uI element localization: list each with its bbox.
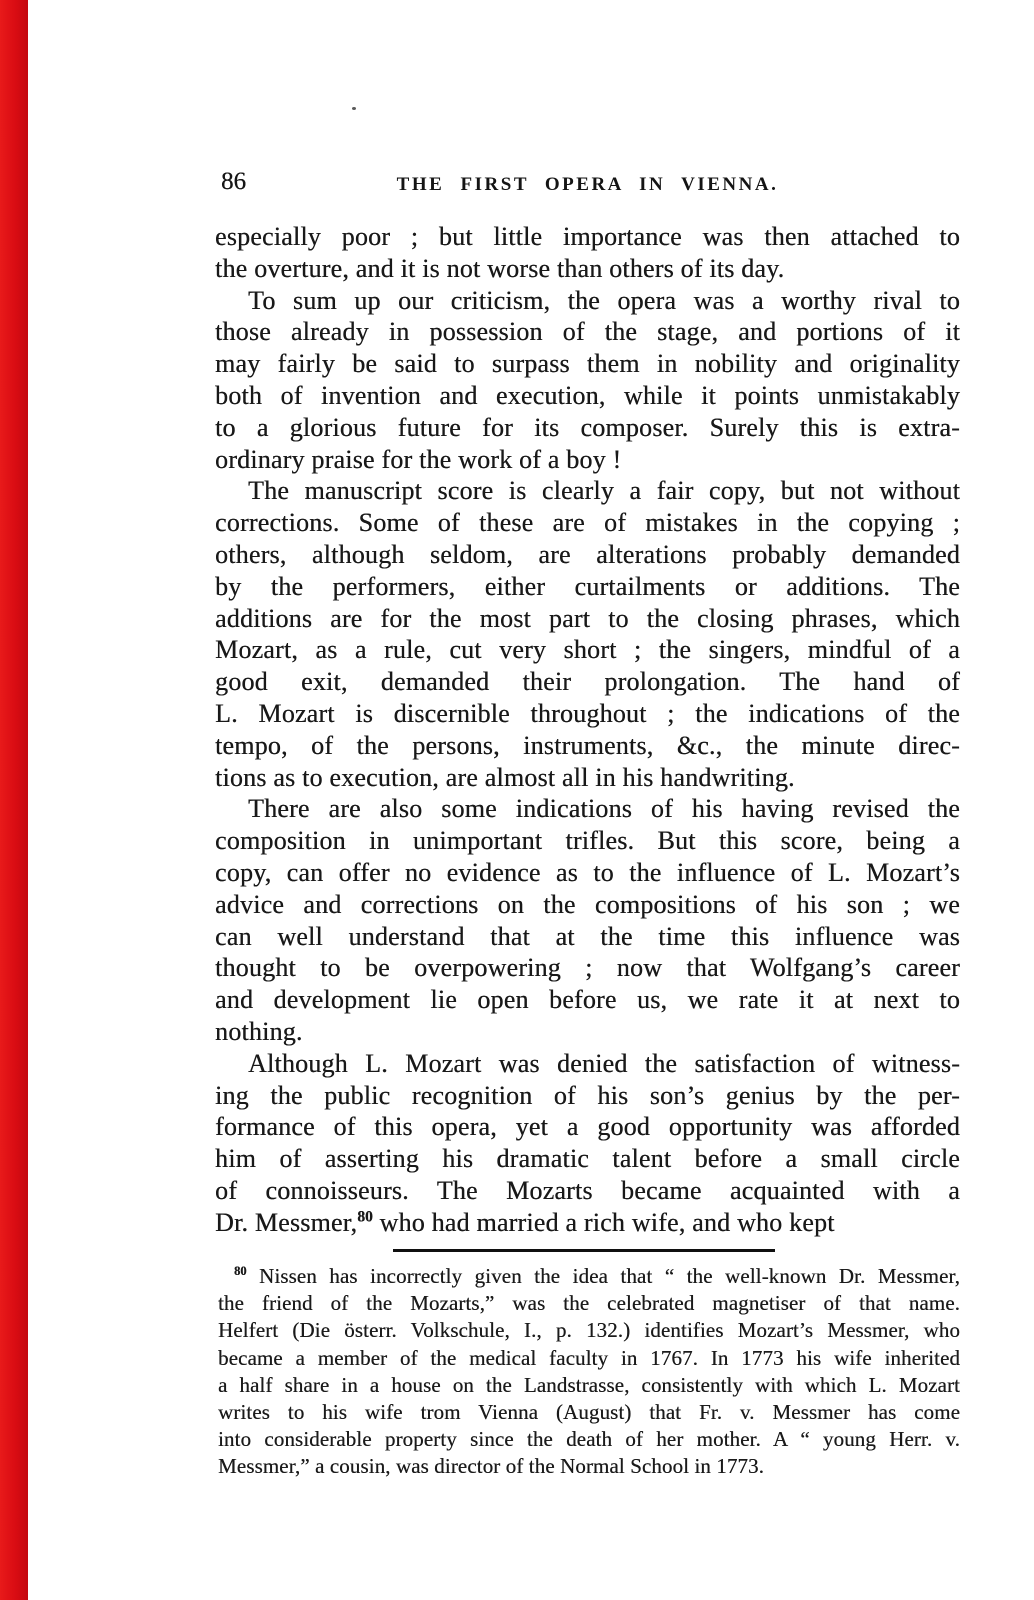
text-line: tempo, of the persons, instruments, &c., the minute direc-: [215, 730, 960, 760]
paragraph: [215, 221, 960, 285]
text-line: the overture, and it is not worse than others of its day.: [215, 253, 785, 283]
footnote-text: [218, 1263, 960, 1481]
footnote-line: became a member of the medical faculty in 1767. In 1773 his wife inherited: [218, 1345, 960, 1370]
text-line: Although L. Mozart was denied the satisfaction of witness-: [248, 1048, 960, 1078]
book-edge-strip: [0, 0, 28, 1600]
footnote-divider: [393, 1249, 775, 1252]
paragraph: [215, 793, 960, 1047]
text-line: ordinary praise for the work of a boy !: [215, 444, 622, 474]
text-line: advice and corrections on the compositions of his son ; we: [215, 889, 960, 919]
scan-speck: [352, 107, 356, 110]
running-header-title: THE FIRST OPERA IN VIENNA.: [396, 174, 779, 195]
text-line: him of asserting his dramatic talent before a small circle: [215, 1144, 960, 1174]
footnote-line: writes to his wife trom Vienna (August) that Fr. v. Messmer has come: [218, 1400, 960, 1425]
text-line: additions are for the most part to the closing phrases, which: [215, 603, 960, 633]
text-line: To sum up our criticism, the opera was a worthy rival to: [248, 285, 960, 315]
footnote-line: a half share in a house on the Landstrasse, consistently with which L. Mozart: [218, 1372, 960, 1397]
text-line: and development lie open before us, we rate it at next to: [215, 985, 960, 1015]
text-line: thought to be overpowering ; now that Wolfgang’s career: [215, 953, 960, 983]
text-line: L. Mozart is discernible throughout ; the indications of the: [215, 698, 960, 728]
body-text: [215, 221, 960, 1239]
page-header: [215, 170, 960, 200]
text-line: Dr. Messmer,$^{80}$ who had married a rich wife, and who kept: [215, 1207, 835, 1237]
text-line: both of invention and execution, while it points unmistakably: [215, 380, 960, 410]
text-line: corrections. Some of these are of mistakes in the copying ;: [215, 508, 960, 538]
text-line: can well understand that at the time this influence was: [215, 921, 960, 951]
paragraph: [215, 285, 960, 476]
text-line: to a glorious future for its composer. Surely this is extra-: [215, 412, 960, 442]
paragraph: [215, 1048, 960, 1239]
footnote-marker: 80: [234, 1264, 247, 1278]
text-line: by the performers, either curtailments or additions. The: [215, 571, 960, 601]
text-line: copy, can offer no evidence as to the influence of L. Mozart’s: [215, 857, 960, 887]
footnote-marker: 80: [357, 1208, 373, 1226]
text-line: those already in possession of the stage, and portions of it: [215, 317, 960, 347]
text-line: nothing.: [215, 1016, 303, 1046]
text-line: formance of this opera, yet a good opportunity was afforded: [215, 1112, 960, 1142]
text-line: The manuscript score is clearly a fair copy, but not without: [248, 476, 960, 506]
text-line: Mozart, as a rule, cut very short ; the singers, mindful of a: [215, 635, 960, 665]
footnote-line: Helfert (Die österr. Volkschule, I., p. 132.) identifies Mozart’s Messmer, who: [218, 1318, 960, 1343]
text-line: good exit, demanded their prolongation. The hand of: [215, 667, 960, 697]
text-line: tions as to execution, are almost all in his handwriting.: [215, 762, 795, 792]
text-line: composition in unimportant trifles. But this score, being a: [215, 826, 960, 856]
text-line: especially poor ; but little importance was then attached to: [215, 222, 960, 251]
page-number: 86: [221, 168, 246, 195]
footnote-line: the friend of the Mozarts,” was the celebrated magnetiser of that name.: [218, 1291, 960, 1316]
text-line: of connoisseurs. The Mozarts became acquainted with a: [215, 1175, 960, 1205]
text-line: may fairly be said to surpass them in nobility and originality: [215, 349, 960, 379]
footnote-line: into considerable property since the death of her mother. A “ young Herr. v.: [218, 1427, 960, 1452]
footnote-line: $^{80}$ Nissen has incorrectly given the idea that “ the well-known Dr. Messmer,: [234, 1264, 960, 1288]
text-line: others, although seldom, are alterations probably demanded: [215, 539, 960, 569]
footnote-line: Messmer,” a cousin, was director of the Normal School in 1773.: [218, 1454, 764, 1479]
text-line: There are also some indications of his having revised the: [248, 794, 960, 824]
paragraph: [215, 475, 960, 793]
text-line: ing the public recognition of his son’s genius by the per-: [215, 1080, 960, 1110]
